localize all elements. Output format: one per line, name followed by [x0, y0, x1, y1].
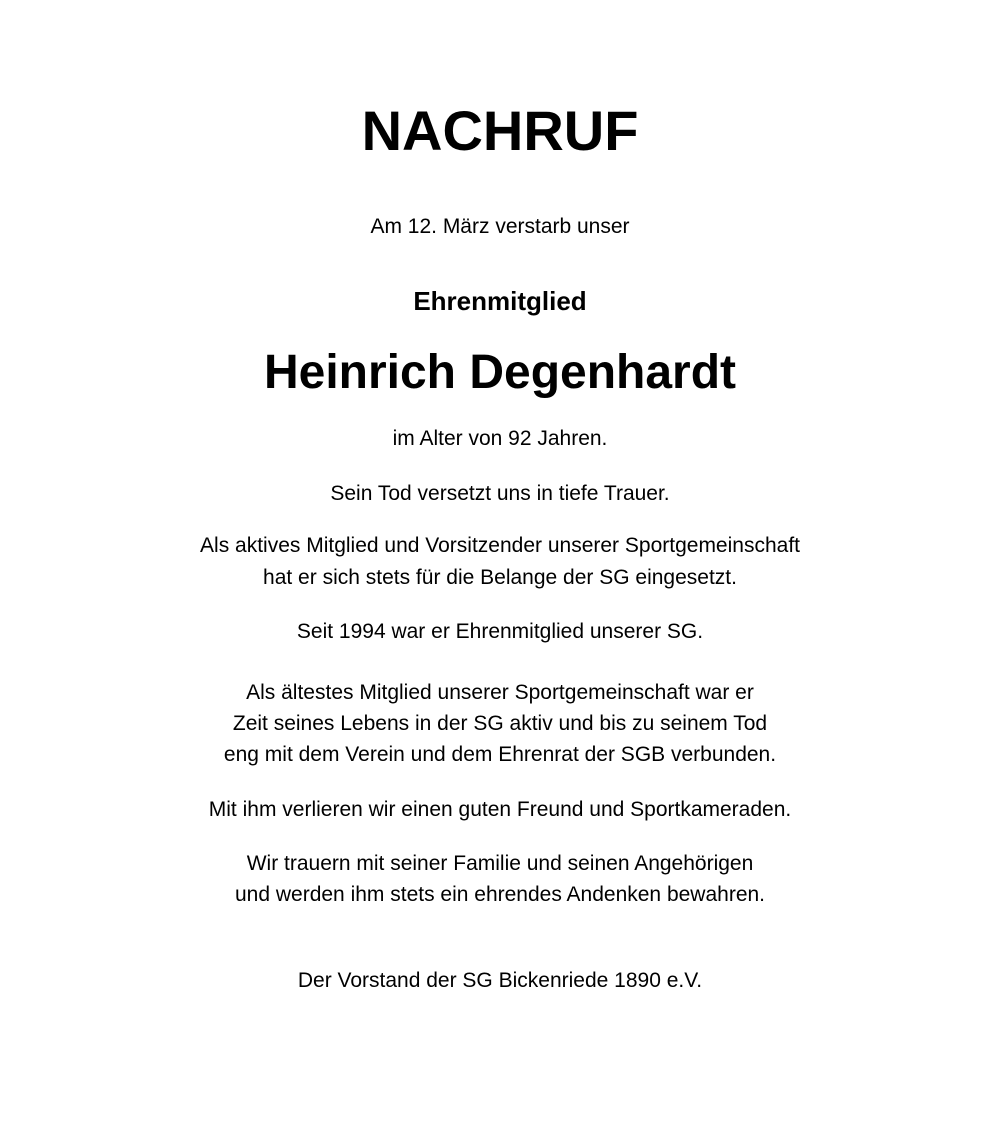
oldest-member-text-line-2: Zeit seines Lebens in der SG aktiv und bis zu seinem Tod	[232, 712, 768, 735]
signature: Der Vorstand der SG Bickenriede 1890 e.V.	[297, 969, 703, 992]
honorary-since-text: Seit 1994 war er Ehrenmitglied unserer SG.	[296, 620, 704, 643]
family-text-line-2: und werden ihm stets ein ehrendes Andenken bewahren.	[234, 883, 766, 906]
oldest-member-text-line-1: Als ältestes Mitglied unserer Sportgemeinschaft war er	[246, 681, 754, 704]
friend-text: Mit ihm verlieren wir einen guten Freund und Sportkameraden.	[208, 798, 792, 821]
intro-text: Am 12. März verstarb unser	[370, 215, 630, 238]
deceased-name: Heinrich Degenhardt	[263, 346, 737, 399]
age-text: im Alter von 92 Jahren.	[392, 427, 608, 450]
notice-title: NACHRUF	[361, 99, 639, 162]
active-member-text-line-1: Als aktives Mitglied und Vorsitzender unserer Sportgemeinschaft	[200, 534, 800, 557]
oldest-member-text-line-3: eng mit dem Verein und dem Ehrenrat der SGB verbunden.	[223, 743, 777, 766]
honorary-rank: Ehrenmitglied	[413, 286, 587, 316]
active-member-text-line-2: hat er sich stets für die Belange der SG eingesetzt.	[263, 566, 737, 589]
family-text-line-1: Wir trauern mit seiner Familie und seinen Angehörigen	[246, 852, 754, 875]
grief-text: Sein Tod versetzt uns in tiefe Trauer.	[330, 482, 670, 505]
